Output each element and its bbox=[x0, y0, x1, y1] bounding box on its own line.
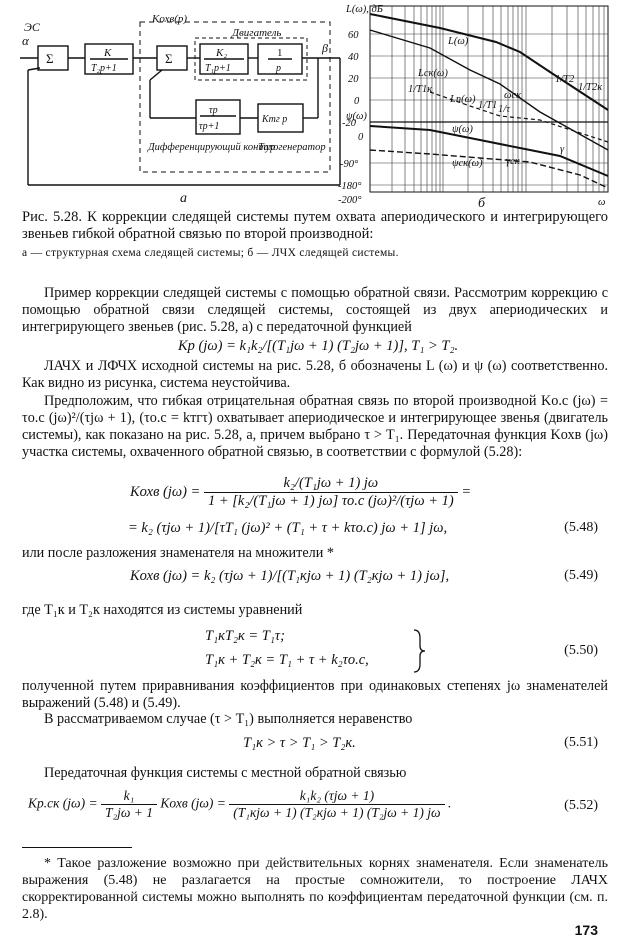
b1-den: T₂p+1 bbox=[91, 63, 117, 74]
equation-3: = k₂ (τjω + 1)/[τT₁ (jω)² + (T₁ + τ + kτо.с) jω + 1] jω, bbox=[128, 520, 448, 536]
eqnum-549: (5.49) bbox=[564, 568, 598, 583]
eqnum-548: (5.48) bbox=[564, 520, 598, 535]
label-beta: β bbox=[322, 41, 328, 55]
paragraph-7: В рассматриваемом случае (τ > T₁) выполняется неравенство bbox=[44, 711, 413, 727]
b2-den: T₁p+1 bbox=[205, 63, 231, 74]
b3-den: p bbox=[276, 63, 281, 74]
b5-text: Kтг p bbox=[262, 114, 288, 125]
label-sub-b: б bbox=[478, 196, 486, 210]
curve-psick: ψск(ω) bbox=[452, 158, 483, 169]
caption-main: Рис. 5.28. К коррекции следящей системы путем охвата апериодического и интегрирующего звеньев гибкой обратной связью по второй производной: bbox=[22, 209, 608, 242]
eq2-tail: = bbox=[461, 483, 472, 500]
eq7-fraction-2 bbox=[229, 788, 444, 821]
equation-5b: T₁к + T₂к = T₁ + τ + k₂τо.с, bbox=[205, 652, 369, 668]
eq2-lhs: Kохв (jω) = bbox=[130, 483, 201, 500]
mark-t2k: 1/T2к bbox=[578, 82, 603, 93]
tick-m90: -90° bbox=[340, 159, 359, 170]
paragraph-6: полученной путем приравнивания коэффициентов при одинаковых степенях jω знаменателей выражений (5.48) и (5.49). bbox=[22, 678, 608, 711]
tick-m200: -200° bbox=[338, 195, 362, 206]
eq7-f1-den: T₂jω + 1 bbox=[104, 805, 154, 820]
figure-caption bbox=[22, 209, 608, 262]
b4-den: τp+1 bbox=[199, 121, 220, 132]
brace-icon bbox=[412, 628, 426, 674]
curve-psi: ψ(ω) bbox=[452, 124, 473, 135]
tick-0: 0 bbox=[354, 96, 360, 107]
b1-num: K bbox=[104, 47, 112, 59]
mark-tau: 1/τ bbox=[498, 104, 510, 115]
eq2-numerator: k₂/(T₁jω + 1) jω bbox=[204, 475, 458, 493]
figure-5-28 bbox=[0, 0, 620, 210]
paragraph-4: или после разложения знаменателя на множители * bbox=[22, 545, 334, 561]
equation-6: T₁к > τ > T₁ > T₂к. bbox=[243, 735, 356, 751]
paragraph-3: Предположим, что гибкая отрицательная обратная связь по второй производной Kо.с (jω) = τо.с (jω)²/(τjω + 1), (τо.с = kтгτ) охватывает апериодическое и интегрирующее звенья (двигатель системы), как показано на рис. 5.28, а, причем выбрано τ > T₁. Передаточная функция Kохв (jω) участка системы, охваченного обратной связью, в соответствии с формулой (5.28): bbox=[22, 393, 608, 460]
gamma-ck: γск bbox=[506, 156, 520, 167]
equation-5a: T₁кT₂к = T₁τ; bbox=[205, 628, 285, 644]
omega-ck: ωск bbox=[504, 90, 521, 101]
paragraph-5: где T₁к и T₂к находятся из системы уравнений bbox=[22, 602, 303, 618]
tick-60: 60 bbox=[348, 30, 359, 41]
curve-Ln: Lп(ω) bbox=[450, 94, 476, 105]
eq2-denominator: 1 + [k₂/(T₁jω + 1) jω] τо.с (jω)²/(τjω + 1) bbox=[207, 493, 454, 509]
label-engine: Двигатель bbox=[232, 27, 282, 39]
tick-m180: -180° bbox=[338, 181, 362, 192]
tick-20: 20 bbox=[348, 74, 359, 85]
page-number: 173 bbox=[574, 922, 598, 938]
gamma: γ bbox=[560, 144, 565, 155]
eqnum-552: (5.52) bbox=[564, 798, 598, 813]
caption-sub: а — структурная схема следящей системы; б — ЛЧХ следящей системы. bbox=[22, 247, 399, 259]
label-sub-a: а bbox=[180, 191, 187, 206]
footnote-rule bbox=[22, 847, 132, 848]
sum-2: Σ bbox=[165, 51, 173, 66]
eqnum-551: (5.51) bbox=[564, 735, 598, 750]
eqnum-550: (5.50) bbox=[564, 643, 598, 658]
label-k-ohv: Kохв(p) bbox=[152, 13, 188, 25]
eq7-f2-den: (T₁кjω + 1) (T₂кjω + 1) (T₂jω + 1) jω bbox=[233, 805, 441, 820]
b4-num: τp bbox=[209, 105, 218, 116]
eq7-f1-num: k₁ bbox=[101, 788, 157, 805]
eq7-mid: Kохв (jω) = bbox=[160, 795, 226, 811]
label-alpha: α bbox=[22, 33, 29, 48]
sum-1: Σ bbox=[46, 51, 54, 66]
label-es: ЭС bbox=[24, 20, 40, 34]
equation-2 bbox=[130, 475, 471, 510]
axis-psi: ψ(ω) bbox=[346, 111, 367, 122]
equation-4: Kохв (jω) = k₂ (τjω + 1)/[(T₁кjω + 1) (T₂кjω + 1) jω], bbox=[130, 568, 450, 584]
tick-40: 40 bbox=[348, 52, 359, 63]
mark-t2: 1/T2 bbox=[555, 74, 575, 85]
tick-m20: -20 bbox=[342, 118, 356, 129]
mark-t1: 1/T1 bbox=[478, 100, 498, 111]
paragraph-1: Пример коррекции следящей системы с помощью обратной связи. Рассмотрим коррекцию с помощью обратной связи следящей системы, состоящей из двух апериодических и интегрирующего звеньев (рис. 5.28, а) с передаточной функцией bbox=[22, 285, 608, 335]
label-tacho: Тахогенератор bbox=[258, 142, 326, 153]
paragraph-8: Передаточная функция системы с местной обратной связью bbox=[44, 765, 407, 781]
block-diagram bbox=[20, 13, 340, 206]
eq2-fraction bbox=[204, 475, 458, 510]
lfc-plot bbox=[338, 4, 608, 210]
eq7-fraction-1 bbox=[101, 788, 157, 821]
equation-7 bbox=[28, 788, 451, 821]
b2-num: K₂ bbox=[216, 47, 228, 59]
tick-psi0: 0 bbox=[358, 132, 364, 143]
axis-omega: ω bbox=[598, 197, 606, 208]
curve-Lck: Lск(ω) bbox=[418, 68, 448, 79]
curve-L: L(ω) bbox=[448, 36, 469, 47]
equation-1: Kр (jω) = k₁k₂/[(T₁jω + 1) (T₂jω + 1)], T₁ > T₂. bbox=[178, 338, 459, 354]
axis-l: L(ω), дБ bbox=[346, 4, 384, 15]
label-diff: Дифференцирующий контур bbox=[148, 142, 276, 153]
eq7-lhs: Kр.ск (jω) = bbox=[28, 795, 98, 811]
b3-num: 1 bbox=[277, 47, 283, 59]
paragraph-2: ЛАЧХ и ЛФЧХ исходной системы на рис. 5.28, б обозначены L (ω) и ψ (ω) соответственно. Как видно из рисунка, система неустойчива. bbox=[22, 358, 608, 391]
eq7-end: . bbox=[447, 795, 452, 811]
footnote: * Такое разложение возможно при действительных корнях знаменателя. Если знаменатель выражения (5.48) не разлагается на простые сомножители, то построение ЛАЧХ скорректированной системы можно выполнять по коэффициентам передаточной функции (см. п. 2.8). bbox=[22, 856, 608, 922]
eq7-f2-num: k₁k₂ (τjω + 1) bbox=[229, 788, 444, 805]
mark-t1k: 1/T1к bbox=[408, 84, 433, 95]
